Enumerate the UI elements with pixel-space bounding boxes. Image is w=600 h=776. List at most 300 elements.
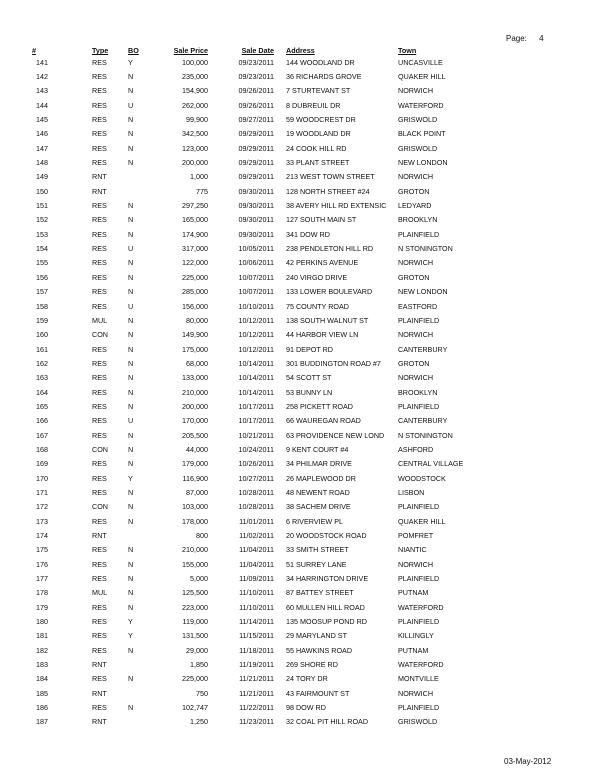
table-row bbox=[28, 457, 488, 471]
row-address: 301 BUDDINGTON ROAD #7 bbox=[286, 358, 381, 368]
table-row bbox=[28, 170, 488, 184]
row-number: 159 bbox=[36, 315, 48, 325]
row-number: 186 bbox=[36, 703, 48, 713]
row-sale-date: 10/14/2011 bbox=[238, 387, 274, 397]
row-address: 7 STURTEVANT ST bbox=[286, 86, 351, 96]
row-address: 29 MARYLAND ST bbox=[286, 631, 347, 641]
row-town: PUTNAM bbox=[398, 588, 429, 598]
row-town: NORWICH bbox=[398, 330, 434, 340]
table-row bbox=[28, 385, 488, 399]
row-bo: U bbox=[128, 244, 134, 254]
sales-table bbox=[28, 44, 488, 729]
row-number: 169 bbox=[36, 459, 48, 469]
row-town: MONTVILLE bbox=[398, 674, 439, 684]
row-number: 187 bbox=[36, 717, 48, 727]
row-number: 154 bbox=[36, 244, 48, 254]
row-sale-date: 11/14/2011 bbox=[239, 617, 274, 627]
row-sale-date: 11/01/2011 bbox=[239, 516, 274, 526]
row-sale-date: 11/22/2011 bbox=[239, 703, 274, 713]
table-row bbox=[28, 571, 488, 585]
row-address: 19 WOODLAND DR bbox=[286, 129, 351, 139]
row-type: CON bbox=[92, 330, 108, 340]
row-town: PLAINFIELD bbox=[398, 617, 440, 627]
row-sale-price: 179,000 bbox=[182, 459, 208, 469]
row-sale-date: 10/27/2011 bbox=[238, 473, 274, 483]
row-sale-price: 210,000 bbox=[182, 545, 208, 555]
row-type: RES bbox=[92, 272, 107, 282]
row-number: 157 bbox=[36, 287, 48, 297]
row-town: UNCASVILLE bbox=[398, 57, 443, 67]
row-sale-date: 11/21/2011 bbox=[239, 688, 274, 698]
row-number: 152 bbox=[36, 215, 48, 225]
row-sale-date: 09/27/2011 bbox=[238, 115, 274, 125]
table-row bbox=[28, 328, 488, 342]
table-row bbox=[28, 112, 488, 126]
row-address: 59 WOODCREST DR bbox=[286, 115, 356, 125]
table-header-row bbox=[28, 44, 488, 55]
row-sale-price: 116,900 bbox=[182, 473, 208, 483]
row-sale-price: 800 bbox=[196, 531, 208, 541]
row-sale-date: 11/04/2011 bbox=[239, 545, 274, 555]
table-row bbox=[28, 356, 488, 370]
row-type: RES bbox=[92, 545, 107, 555]
col-header-sale-price: Sale Price bbox=[173, 46, 208, 55]
table-row bbox=[28, 471, 488, 485]
row-sale-date: 09/29/2011 bbox=[238, 158, 274, 168]
row-number: 177 bbox=[36, 574, 48, 584]
table-row bbox=[28, 256, 488, 270]
row-type: RES bbox=[92, 430, 107, 440]
row-sale-price: 175,000 bbox=[182, 344, 208, 354]
row-address: 33 SMITH STREET bbox=[286, 545, 349, 555]
row-bo: N bbox=[128, 588, 134, 598]
row-sale-price: 80,000 bbox=[186, 315, 208, 325]
row-sale-price: 165,000 bbox=[182, 215, 208, 225]
table-row bbox=[28, 155, 488, 169]
row-address: 98 DOW RD bbox=[286, 703, 326, 713]
row-sale-price: 133,000 bbox=[182, 373, 208, 383]
row-town: POMFRET bbox=[398, 531, 434, 541]
row-sale-date: 11/21/2011 bbox=[239, 674, 274, 684]
row-number: 164 bbox=[36, 387, 48, 397]
row-town: NORWICH bbox=[398, 172, 434, 182]
row-address: 43 FAIRMOUNT ST bbox=[286, 688, 350, 698]
row-sale-price: 200,000 bbox=[182, 401, 208, 411]
row-sale-price: 750 bbox=[196, 688, 208, 698]
row-sale-date: 10/07/2011 bbox=[238, 272, 274, 282]
row-type: RNT bbox=[92, 660, 107, 670]
row-number: 185 bbox=[36, 688, 48, 698]
table-row bbox=[28, 198, 488, 212]
table-row bbox=[28, 514, 488, 528]
table-row bbox=[28, 442, 488, 456]
row-town: NEW LONDON bbox=[398, 287, 448, 297]
row-bo: Y bbox=[128, 57, 133, 67]
row-town: ASHFORD bbox=[398, 444, 434, 454]
row-number: 170 bbox=[36, 473, 48, 483]
row-type: RES bbox=[92, 703, 107, 713]
report-date: 03-May-2012 bbox=[504, 757, 552, 766]
row-town: QUAKER HILL bbox=[398, 516, 446, 526]
row-bo: N bbox=[128, 115, 134, 125]
row-sale-date: 10/21/2011 bbox=[238, 430, 274, 440]
row-sale-price: 262,000 bbox=[182, 100, 208, 110]
row-type: RES bbox=[92, 387, 107, 397]
row-address: 133 LOWER BOULEVARD bbox=[286, 287, 373, 297]
row-sale-date: 10/17/2011 bbox=[238, 401, 274, 411]
row-town: CANTERBURY bbox=[398, 344, 448, 354]
row-sale-price: 225,000 bbox=[182, 272, 208, 282]
row-town: BROOKLYN bbox=[398, 215, 438, 225]
row-sale-price: 29,000 bbox=[186, 645, 208, 655]
row-type: RES bbox=[92, 57, 107, 67]
row-town: KILLINGLY bbox=[398, 631, 434, 641]
row-number: 145 bbox=[36, 115, 48, 125]
row-sale-date: 11/18/2011 bbox=[239, 645, 274, 655]
row-sale-date: 11/10/2011 bbox=[239, 588, 274, 598]
row-number: 166 bbox=[36, 416, 48, 426]
row-sale-date: 11/10/2011 bbox=[239, 602, 274, 612]
row-type: RES bbox=[92, 373, 107, 383]
row-type: RES bbox=[92, 72, 107, 82]
row-number: 167 bbox=[36, 430, 48, 440]
table-row bbox=[28, 715, 488, 729]
table-row bbox=[28, 184, 488, 198]
row-number: 161 bbox=[36, 344, 48, 354]
row-town: N STONINGTON bbox=[398, 430, 453, 440]
table-row bbox=[28, 141, 488, 155]
row-type: RES bbox=[92, 645, 107, 655]
row-number: 156 bbox=[36, 272, 48, 282]
row-sale-price: 155,000 bbox=[182, 559, 208, 569]
row-address: 60 MULLEN HILL ROAD bbox=[286, 602, 365, 612]
row-address: 240 VIRGO DRIVE bbox=[286, 272, 348, 282]
row-address: 55 HAWKINS ROAD bbox=[286, 645, 353, 655]
row-address: 33 PLANT STREET bbox=[286, 158, 350, 168]
row-sale-date: 09/26/2011 bbox=[238, 86, 274, 96]
row-town: PLAINFIELD bbox=[398, 401, 440, 411]
row-type: MUL bbox=[92, 588, 108, 598]
row-type: RES bbox=[92, 358, 107, 368]
row-address: 87 BATTEY STREET bbox=[286, 588, 354, 598]
row-sale-date: 11/23/2011 bbox=[239, 717, 274, 727]
col-header-address: Address bbox=[286, 46, 315, 55]
row-type: RES bbox=[92, 129, 107, 139]
row-type: RNT bbox=[92, 186, 107, 196]
row-sale-price: 285,000 bbox=[182, 287, 208, 297]
row-sale-date: 10/12/2011 bbox=[238, 330, 274, 340]
row-number: 168 bbox=[36, 444, 48, 454]
row-number: 147 bbox=[36, 143, 48, 153]
table-row bbox=[28, 69, 488, 83]
row-bo: N bbox=[128, 287, 134, 297]
row-sale-price: 200,000 bbox=[182, 158, 208, 168]
row-town: PLAINFIELD bbox=[398, 574, 440, 584]
row-address: 44 HARBOR VIEW LN bbox=[286, 330, 359, 340]
row-sale-price: 131,500 bbox=[182, 631, 208, 641]
row-bo: N bbox=[128, 387, 134, 397]
row-type: RES bbox=[92, 487, 107, 497]
row-bo: N bbox=[128, 129, 134, 139]
row-bo bbox=[128, 184, 158, 198]
row-sale-date: 09/23/2011 bbox=[238, 57, 274, 67]
row-address: 20 WOODSTOCK ROAD bbox=[286, 531, 367, 541]
row-bo: N bbox=[128, 602, 134, 612]
row-bo: N bbox=[128, 344, 134, 354]
row-town: CANTERBURY bbox=[398, 416, 448, 426]
row-sale-price: 125,500 bbox=[182, 588, 208, 598]
table-row bbox=[28, 500, 488, 514]
row-sale-price: 317,000 bbox=[182, 244, 208, 254]
row-town: PLAINFIELD bbox=[398, 229, 440, 239]
row-bo: Y bbox=[128, 473, 133, 483]
row-number: 143 bbox=[36, 86, 48, 96]
row-number: 144 bbox=[36, 100, 48, 110]
row-sale-price: 178,000 bbox=[182, 516, 208, 526]
row-sale-price: 174,900 bbox=[182, 229, 208, 239]
row-town: WOODSTOCK bbox=[398, 473, 446, 483]
row-type: RES bbox=[92, 229, 107, 239]
table-row bbox=[28, 600, 488, 614]
table-row bbox=[28, 414, 488, 428]
row-address: 128 NORTH STREET #24 bbox=[286, 186, 370, 196]
row-address: 42 PERKINS AVENUE bbox=[286, 258, 359, 268]
row-bo: N bbox=[128, 330, 134, 340]
row-sale-price: 170,000 bbox=[182, 416, 208, 426]
row-number: 178 bbox=[36, 588, 48, 598]
row-bo: N bbox=[128, 258, 134, 268]
row-address: 8 DUBREUIL DR bbox=[286, 100, 341, 110]
row-type: CON bbox=[92, 444, 108, 454]
row-sale-date: 10/14/2011 bbox=[238, 358, 274, 368]
table-row bbox=[28, 543, 488, 557]
row-sale-price: 123,000 bbox=[182, 143, 208, 153]
row-sale-date: 09/30/2011 bbox=[238, 229, 274, 239]
row-type: RNT bbox=[92, 531, 107, 541]
row-bo: N bbox=[128, 401, 134, 411]
row-number: 142 bbox=[36, 72, 48, 82]
row-bo: N bbox=[128, 272, 134, 282]
row-address: 269 SHORE RD bbox=[286, 660, 338, 670]
row-type: RES bbox=[92, 401, 107, 411]
row-type: RES bbox=[92, 473, 107, 483]
table-row bbox=[28, 84, 488, 98]
row-type: RES bbox=[92, 86, 107, 96]
row-town: GRISWOLD bbox=[398, 115, 438, 125]
row-town: NORWICH bbox=[398, 688, 434, 698]
row-type: RES bbox=[92, 215, 107, 225]
row-sale-date: 10/14/2011 bbox=[238, 373, 274, 383]
row-town: BROOKLYN bbox=[398, 387, 438, 397]
col-header-sale-date: Sale Date bbox=[241, 46, 274, 55]
page-number-label: Page: bbox=[506, 34, 527, 43]
row-address: 75 COUNTY ROAD bbox=[286, 301, 349, 311]
row-sale-date: 11/19/2011 bbox=[239, 660, 274, 670]
table-row bbox=[28, 127, 488, 141]
row-bo: N bbox=[128, 215, 134, 225]
row-address: 24 COOK HILL RD bbox=[286, 143, 347, 153]
row-sale-price: 297,250 bbox=[182, 201, 208, 211]
row-number: 149 bbox=[36, 172, 48, 182]
row-town: WATERFORD bbox=[398, 100, 444, 110]
row-sale-price: 154,900 bbox=[182, 86, 208, 96]
row-number: 182 bbox=[36, 645, 48, 655]
table-row bbox=[28, 614, 488, 628]
row-sale-date: 09/23/2011 bbox=[238, 72, 274, 82]
table-row bbox=[28, 213, 488, 227]
row-address: 138 SOUTH WALNUT ST bbox=[286, 315, 369, 325]
row-sale-price: 205,500 bbox=[182, 430, 208, 440]
row-sale-date: 10/24/2011 bbox=[238, 444, 274, 454]
row-bo: N bbox=[128, 459, 134, 469]
table-row bbox=[28, 285, 488, 299]
row-type: RES bbox=[92, 617, 107, 627]
row-address: 9 KENT COURT #4 bbox=[286, 444, 349, 454]
row-town: GRISWOLD bbox=[398, 717, 438, 727]
row-bo: N bbox=[128, 516, 134, 526]
row-town: EASTFORD bbox=[398, 301, 438, 311]
row-town: WATERFORD bbox=[398, 660, 444, 670]
row-address: 66 WAUREGAN ROAD bbox=[286, 416, 361, 426]
row-bo: N bbox=[128, 373, 134, 383]
row-address: 238 PENDLETON HILL RD bbox=[286, 244, 374, 254]
row-address: 127 SOUTH MAIN ST bbox=[286, 215, 357, 225]
row-bo bbox=[128, 657, 158, 671]
row-sale-date: 10/05/2011 bbox=[238, 244, 274, 254]
row-type: MUL bbox=[92, 315, 108, 325]
table-row bbox=[28, 371, 488, 385]
row-number: 176 bbox=[36, 559, 48, 569]
row-number: 162 bbox=[36, 358, 48, 368]
row-town: QUAKER HILL bbox=[398, 72, 446, 82]
row-number: 173 bbox=[36, 516, 48, 526]
row-sale-date: 10/07/2011 bbox=[238, 287, 274, 297]
row-sale-price: 68,000 bbox=[186, 358, 208, 368]
row-sale-price: 156,000 bbox=[182, 301, 208, 311]
row-number: 180 bbox=[36, 617, 48, 627]
row-bo: U bbox=[128, 416, 134, 426]
row-town: NORWICH bbox=[398, 258, 434, 268]
row-number: 179 bbox=[36, 602, 48, 612]
row-bo bbox=[128, 170, 158, 184]
row-address: 48 NEWENT ROAD bbox=[286, 487, 350, 497]
table-row bbox=[28, 528, 488, 542]
row-address: 32 COAL PIT HILL ROAD bbox=[286, 717, 369, 727]
table-row bbox=[28, 313, 488, 327]
row-sale-date: 10/26/2011 bbox=[238, 459, 274, 469]
row-type: RES bbox=[92, 416, 107, 426]
table-row bbox=[28, 686, 488, 700]
row-type: RES bbox=[92, 158, 107, 168]
row-sale-date: 11/04/2011 bbox=[239, 559, 274, 569]
table-row bbox=[28, 700, 488, 714]
col-header-type: Type bbox=[92, 46, 109, 55]
row-sale-price: 122,000 bbox=[182, 258, 208, 268]
row-type: CON bbox=[92, 502, 108, 512]
col-header-town: Town bbox=[398, 46, 417, 55]
row-bo: N bbox=[128, 201, 134, 211]
row-town: WATERFORD bbox=[398, 602, 444, 612]
row-town: N STONINGTON bbox=[398, 244, 453, 254]
row-sale-date: 10/17/2011 bbox=[238, 416, 274, 426]
row-bo: N bbox=[128, 143, 134, 153]
row-town: GROTON bbox=[398, 358, 430, 368]
row-address: 144 WOODLAND DR bbox=[286, 57, 355, 67]
row-bo bbox=[128, 686, 158, 700]
row-number: 151 bbox=[36, 201, 48, 211]
row-bo: Y bbox=[128, 631, 133, 641]
row-sale-date: 10/10/2011 bbox=[238, 301, 274, 311]
table-row bbox=[28, 227, 488, 241]
col-header-number: # bbox=[32, 46, 36, 55]
row-number: 153 bbox=[36, 229, 48, 239]
table-row bbox=[28, 586, 488, 600]
row-address: 53 BUNNY LN bbox=[286, 387, 333, 397]
row-town: NORWICH bbox=[398, 559, 434, 569]
table-row bbox=[28, 672, 488, 686]
table-row bbox=[28, 399, 488, 413]
row-number: 183 bbox=[36, 660, 48, 670]
row-sale-date: 09/26/2011 bbox=[238, 100, 274, 110]
row-bo: N bbox=[128, 674, 134, 684]
row-address: 36 RICHARDS GROVE bbox=[286, 72, 362, 82]
row-sale-date: 09/30/2011 bbox=[238, 215, 274, 225]
row-bo: U bbox=[128, 100, 134, 110]
row-address: 51 SURREY LANE bbox=[286, 559, 347, 569]
row-bo: N bbox=[128, 358, 134, 368]
row-sale-price: 5,000 bbox=[190, 574, 208, 584]
row-sale-price: 149,900 bbox=[182, 330, 208, 340]
row-bo: N bbox=[128, 315, 134, 325]
row-sale-date: 10/28/2011 bbox=[238, 487, 274, 497]
row-town: NEW LONDON bbox=[398, 158, 448, 168]
row-sale-date: 09/30/2011 bbox=[238, 201, 274, 211]
row-number: 146 bbox=[36, 129, 48, 139]
row-town: PLAINFIELD bbox=[398, 502, 440, 512]
row-number: 158 bbox=[36, 301, 48, 311]
row-sale-price: 1,250 bbox=[190, 717, 208, 727]
row-sale-date: 11/02/2011 bbox=[239, 531, 274, 541]
row-address: 91 DEPOT RD bbox=[286, 344, 333, 354]
row-number: 165 bbox=[36, 401, 48, 411]
row-sale-date: 09/29/2011 bbox=[238, 129, 274, 139]
row-town: NIANTIC bbox=[398, 545, 427, 555]
row-sale-price: 99,900 bbox=[186, 115, 208, 125]
row-sale-date: 11/15/2011 bbox=[239, 631, 274, 641]
row-type: RES bbox=[92, 100, 107, 110]
page-number bbox=[506, 34, 544, 43]
row-number: 175 bbox=[36, 545, 48, 555]
row-bo: N bbox=[128, 86, 134, 96]
table-row bbox=[28, 485, 488, 499]
row-town: BLACK POINT bbox=[398, 129, 446, 139]
row-sale-price: 235,000 bbox=[182, 72, 208, 82]
row-sale-price: 103,000 bbox=[182, 502, 208, 512]
row-sale-price: 210,000 bbox=[182, 387, 208, 397]
row-type: RES bbox=[92, 674, 107, 684]
row-bo: N bbox=[128, 645, 134, 655]
row-address: 341 DOW RD bbox=[286, 229, 330, 239]
row-address: 26 MAPLEWOOD DR bbox=[286, 473, 356, 483]
row-sale-price: 1,000 bbox=[190, 172, 208, 182]
row-bo: N bbox=[128, 487, 134, 497]
row-sale-price: 100,000 bbox=[182, 57, 208, 67]
row-sale-date: 09/30/2011 bbox=[238, 186, 274, 196]
row-address: 38 SACHEM DRIVE bbox=[286, 502, 351, 512]
col-header-bo: BO bbox=[128, 46, 139, 55]
row-type: RES bbox=[92, 559, 107, 569]
row-town: LISBON bbox=[398, 487, 425, 497]
